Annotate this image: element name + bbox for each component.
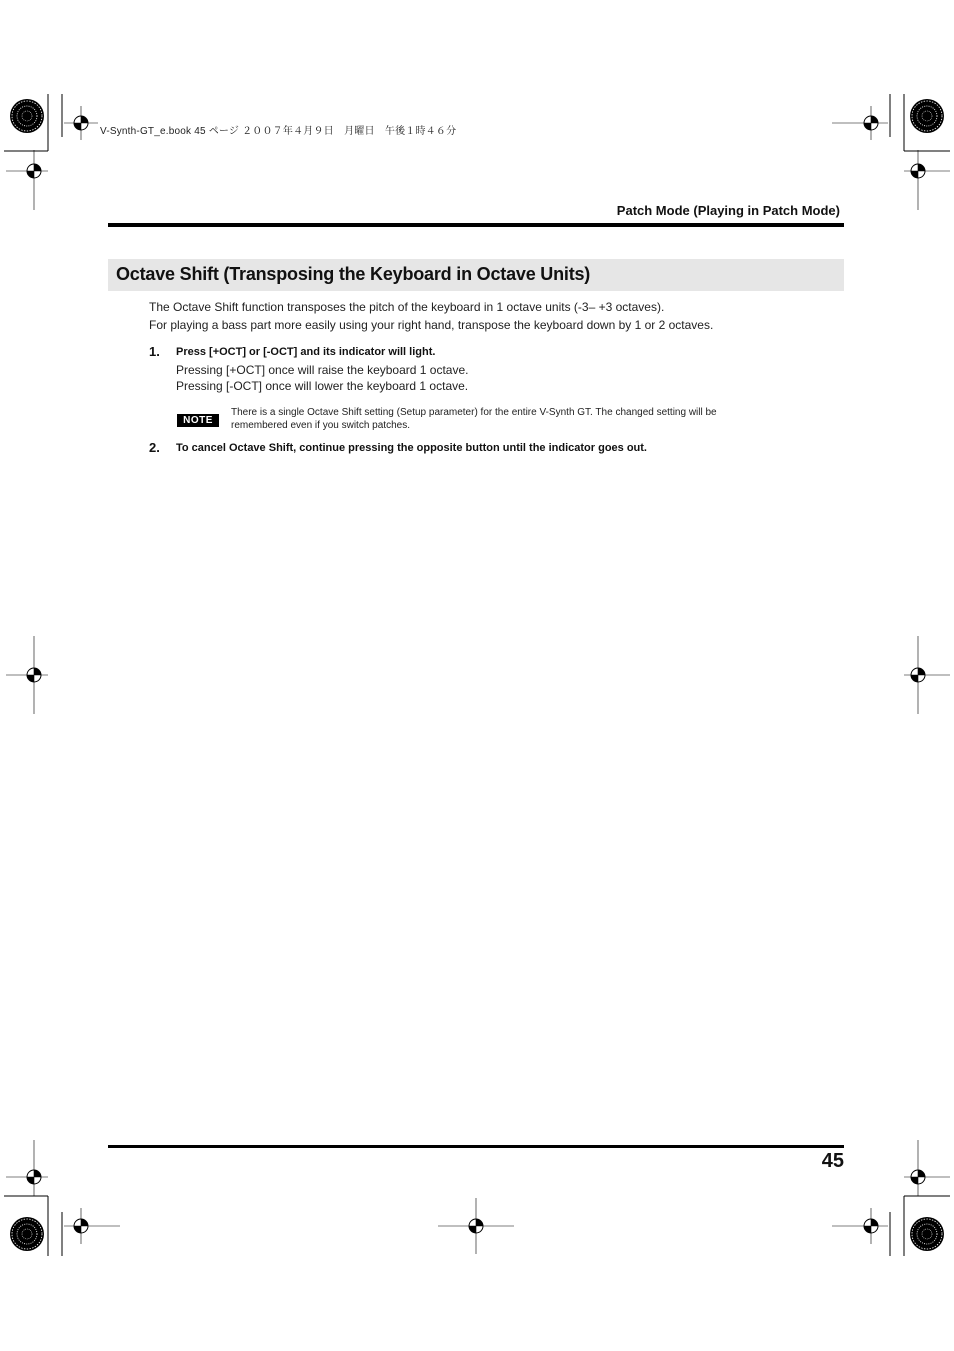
registration-mark-middle-left bbox=[6, 636, 48, 714]
intro-paragraph-1: The Octave Shift function transposes the pitch of the keyboard in 1 octave units (-3– +3 octaves). bbox=[149, 300, 665, 314]
running-head: Patch Mode (Playing in Patch Mode) bbox=[616, 203, 840, 218]
step-1-heading: Press [+OCT] or [-OCT] and its indicator will light. bbox=[176, 346, 436, 358]
registration-mark-bottom-center bbox=[438, 1198, 514, 1254]
page-number: 45 bbox=[821, 1150, 844, 1172]
registration-mark-bottom-left bbox=[4, 1140, 120, 1256]
footer-rule bbox=[108, 1145, 844, 1148]
header-rule bbox=[108, 223, 844, 227]
step-1-line-2: Pressing [-OCT] once will lower the keyboard 1 octave. bbox=[176, 379, 469, 393]
registration-mark-top-right bbox=[832, 94, 950, 210]
intro-paragraph-2: For playing a bass part more easily using your right hand, transpose the keyboard down by 1 or 2 octaves. bbox=[149, 318, 714, 332]
registration-mark-top-left bbox=[4, 94, 98, 210]
section-title: Octave Shift (Transposing the Keyboard in Octave Units) bbox=[116, 264, 591, 284]
step-1-line-1: Pressing [+OCT] once will raise the keyboard 1 octave. bbox=[176, 363, 469, 377]
step-1-number: 1. bbox=[149, 344, 160, 359]
step-2-number: 2. bbox=[149, 440, 160, 455]
note-badge: NOTE bbox=[177, 414, 219, 427]
print-slug: V-Synth-GT_e.book 45 ページ ２００７年４月９日 月曜日 午後１時４６分 bbox=[100, 126, 457, 137]
note-line-2: remembered even if you switch patches. bbox=[231, 420, 410, 431]
note-line-1: There is a single Octave Shift setting (Setup parameter) for the entire V-Synth GT. The changed setting will be bbox=[231, 407, 717, 418]
step-2-heading: To cancel Octave Shift, continue pressing the opposite button until the indicator goes out. bbox=[176, 442, 647, 454]
registration-mark-bottom-right bbox=[832, 1140, 950, 1256]
registration-mark-middle-right bbox=[904, 636, 950, 714]
